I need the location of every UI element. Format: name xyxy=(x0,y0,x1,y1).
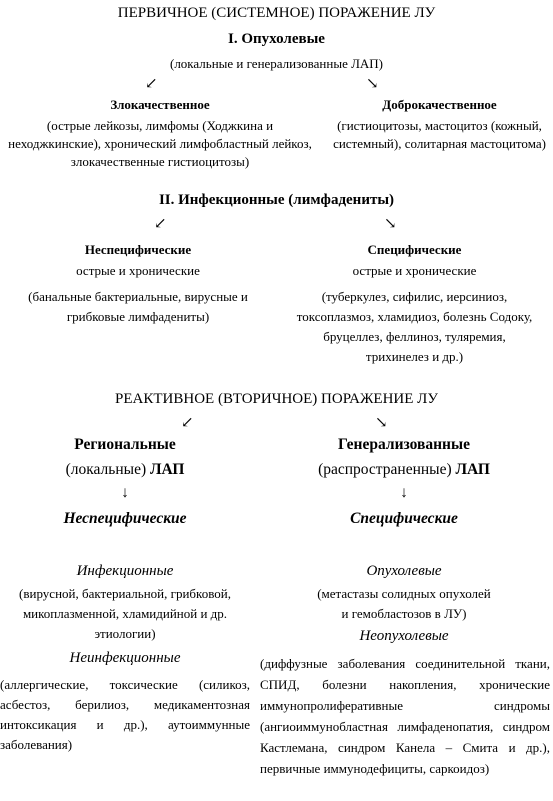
benign-description xyxy=(326,119,553,155)
arrow-down-icon: ↓ xyxy=(121,484,129,501)
nonspecific-title: Неспецифические xyxy=(84,242,192,257)
specific-subtitle: острые и хронические xyxy=(352,263,477,278)
specific-title: Специфические xyxy=(367,242,462,257)
generalized-subtitle xyxy=(255,461,553,479)
regional-subtitle-bold: ЛАП xyxy=(149,461,185,478)
arrow-down-left-icon: ↙ xyxy=(145,76,158,92)
regional-subtitle-text: (локальные) xyxy=(65,461,147,478)
specific-description xyxy=(276,290,553,370)
tumor-group-title: Опухолевые xyxy=(366,563,442,579)
regional-type: Неспецифические xyxy=(63,510,187,527)
specific-line: (туберкулез, сифилис, иерсиниоз, xyxy=(321,289,508,304)
generalized-subtitle-bold: ЛАП xyxy=(455,461,490,478)
tumor-heading: I. Опухолевые xyxy=(228,31,325,47)
malignant-line: злокачественные гистиоцитозы) xyxy=(70,154,250,169)
tumor-group-line: и гемобластозов в ЛУ) xyxy=(341,606,467,621)
tumor-group-line: (метастазы солидных опухолей xyxy=(317,586,491,601)
arrow-down-left-icon: ↙ xyxy=(154,216,167,232)
nonspecific-line: (банальные бактериальные, вирусные и xyxy=(28,289,248,304)
nonspecific-subtitle: острые и хронические xyxy=(76,263,200,278)
infectious-heading: II. Инфекционные (лимфадениты) xyxy=(158,192,395,208)
primary-title: ПЕРВИЧНОЕ (СИСТЕМНОЕ) ПОРАЖЕНИЕ ЛУ xyxy=(117,5,436,21)
noninfectious-group-title: Неинфекционные xyxy=(69,650,181,666)
infectious-group-line: микоплазменной, хламидийной и др. xyxy=(22,606,228,621)
malignant-line: (острые лейкозы, лимфомы (Ходжкина и xyxy=(46,118,274,133)
infectious-group-line: (вирусной, бактериальной, грибковой, xyxy=(19,586,231,601)
generalized-title: Генерализованные xyxy=(338,436,470,453)
malignant-description xyxy=(0,119,320,173)
arrow-down-left-icon: ↙ xyxy=(181,415,194,431)
infectious-group-title: Инфекционные xyxy=(76,563,174,579)
nonspecific-line: грибковые лимфадениты) xyxy=(66,309,210,324)
specific-line: токсоплазмоз, хламидиоз, болезнь Содоку, xyxy=(296,309,533,324)
generalized-type: Специфические xyxy=(350,510,458,527)
regional-title: Региональные xyxy=(74,436,176,453)
specific-line: бруцеллез, феллиноз, туляремия, xyxy=(323,329,506,344)
tumor-subtitle: (локальные и генерализованные ЛАП) xyxy=(169,56,384,71)
benign-line: системный), солитарная мастоцитома) xyxy=(333,136,546,151)
arrow-down-icon: ↓ xyxy=(400,484,408,501)
reactive-title: РЕАКТИВНОЕ (ВТОРИЧНОЕ) ПОРАЖЕНИЕ ЛУ xyxy=(115,391,438,407)
nontumor-group-description: (диффузные заболевания соединительной ткани, СПИД, болезни накопления, хронические иммунопролиферативные синдромы (ангиоиммунобластная лимфаденопатия, синдром Кастлемана, синдром Канела – Смита и др.), первичные иммунодефициты, саркоидоз) xyxy=(260,656,550,776)
noninfectious-group-description: (аллергические, токсические (силикоз, асбестоз, берилиоз, медикаментозная интоксикация и др.), аутоиммунные заболевания) xyxy=(0,677,250,752)
regional-subtitle xyxy=(0,461,250,479)
malignant-title: Злокачественное xyxy=(110,97,210,112)
infectious-group-line: этиологии) xyxy=(94,626,156,641)
malignant-line: неходжкинские), хронический лимфобластный лейкоз, xyxy=(8,136,312,151)
nontumor-group-title: Неопухолевые xyxy=(359,628,449,644)
generalized-subtitle-text: (распространенные) xyxy=(318,461,452,478)
arrow-down-right-icon: ↘ xyxy=(375,415,388,431)
tumor-group-description xyxy=(255,587,553,627)
benign-line: (гистиоцитозы, мастоцитоз (кожный, xyxy=(337,118,542,133)
infectious-group-description xyxy=(0,587,250,647)
benign-title: Доброкачественное xyxy=(382,97,497,112)
nonspecific-description xyxy=(0,290,276,330)
arrow-down-right-icon: ↘ xyxy=(384,216,397,232)
specific-line: трихинелез и др.) xyxy=(365,349,464,364)
arrow-down-right-icon: ↘ xyxy=(366,76,379,92)
